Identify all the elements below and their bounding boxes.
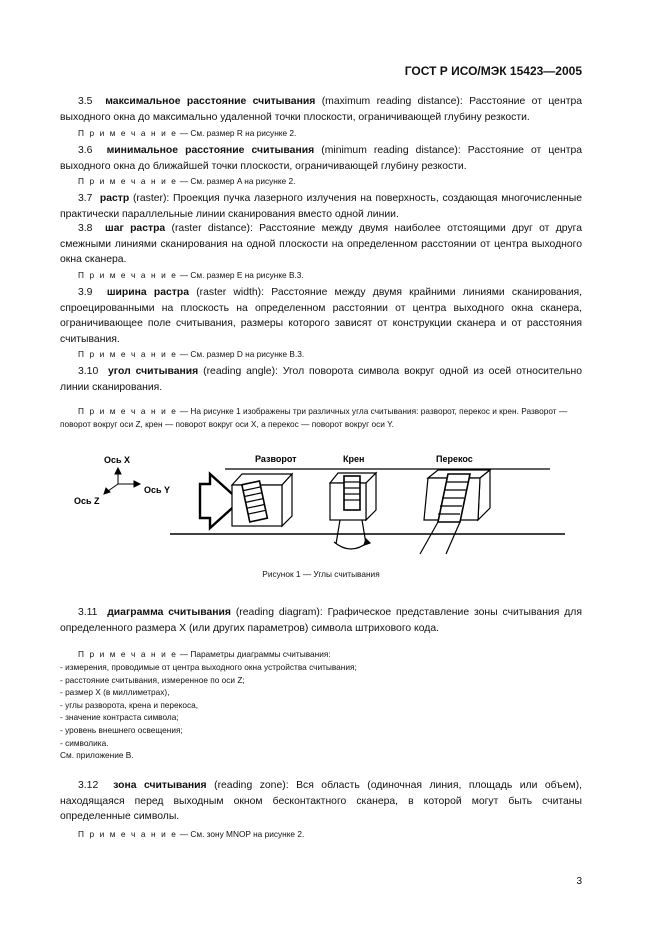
reading-angles-figure [60, 446, 582, 562]
term: максимальное расстояние считывания [105, 96, 316, 107]
label-perekos: Перекос [436, 454, 473, 464]
note-3-8: П р и м е ч а н и е — См. размер E на рисунке B.3. [78, 270, 304, 280]
axes-diagram [104, 468, 140, 494]
list-item: - расстояние считывания, измеренное по оси Z; [60, 674, 245, 685]
note-3-12: П р и м е ч а н и е — См. зону MNOP на рисунке 2. [78, 829, 305, 839]
term: ширина растра [106, 287, 189, 298]
term: угол считывания [108, 366, 199, 377]
definition-3-12: 3.12 зона считывания (reading zone): Вся область (одиночная линия, площадь или объем), находящаяся перед выходным окном бесконтактного сканера, в которой могут быть считаны определенные символы. [60, 780, 583, 822]
perekos-box [420, 470, 490, 554]
note-3-5: П р и м е ч а н и е — См. размер R на рисунке 2. [78, 128, 297, 138]
figure-caption: Рисунок 1 — Углы считывания [262, 569, 380, 579]
term: диаграмма считывания [107, 607, 231, 618]
list-item: - размер X (в миллиметрах), [60, 687, 170, 698]
definition-3-9: 3.9 ширина растра (raster width): Расстояние между двумя крайними линиями сканирования, спроецированными на плоскость на определенном расстоянии от центра выходного окна сканера, ограничивающее поле считывания, размеры которого зависят от конструкции сканера и от расстояния считывания. [60, 287, 583, 345]
note-3-10: П р и м е ч а н и е — На рисунке 1 изображены три различных угла считывания: разворот, перекос и крен. Разворот — поворот вокруг оси Z, крен — поворот вокруг оси X, а перекос — поворот вокруг оси Y. [60, 406, 568, 429]
term: зона считывания [113, 780, 207, 791]
definition-3-5: 3.5 максимальное расстояние считывания (maximum reading distance): Расстояние от центра выходного окна до максимально удаленной точки плоскости, ограничивающей глубину резкости. [60, 96, 583, 123]
list-item: - измерения, проводимые от центра выходного окна устройства считывания; [60, 662, 357, 672]
list-item: - символика. [60, 737, 109, 748]
page-number: 3 [576, 876, 582, 887]
axis-x-label: Ось X [104, 455, 131, 465]
note-3-11: П р и м е ч а н и е — Параметры диаграммы считывания: [78, 649, 331, 659]
list-reference: См. приложение B. [60, 750, 134, 761]
label-razvorot: Разворот [255, 454, 297, 464]
document-header: ГОСТ Р ИСО/МЭК 15423—2005 [404, 64, 582, 78]
note-3-6: П р и м е ч а н и е — См. размер A на рисунке 2. [78, 176, 296, 186]
list-item: - уровень внешнего освещения; [60, 724, 183, 735]
parameter-list [60, 661, 582, 762]
term: минимальное расстояние считывания [106, 145, 315, 156]
definition-3-7: 3.7 растр (raster): Проекция пучка лазерного излучения на поверхность, создающая многочисленные практически параллельные линии сканирования вместо одной линии. [60, 193, 583, 220]
label-kren: Крен [343, 454, 365, 464]
axis-z-label: Ось Z [74, 496, 100, 506]
definition-3-8: 3.8 шаг растра (raster distance): Расстояние между двумя наиболее отстоящими друг от друга смежными линиями сканирования на одной плоскости на определенном расстоянии от центра выходного окна сканера. [60, 223, 582, 265]
kren-box [330, 473, 376, 549]
list-item: - значение контраста символа; [60, 712, 179, 723]
definition-3-6: 3.6 минимальное расстояние считывания (minimum reading distance): Расстояние от центра выходного окна до ближайшей точки плоскости, ограничивающей глубину резкости. [60, 145, 583, 172]
razvorot-box [232, 474, 292, 526]
term: растр [99, 193, 130, 204]
definition-3-11: 3.11 диаграмма считывания (reading diagram): Графическое представление зоны считывания для определенного размера X (или других параметров) символа штрихового кода. [60, 607, 582, 634]
note-3-9: П р и м е ч а н и е — См. размер D на рисунке B.3. [78, 349, 305, 359]
list-item: - углы разворота, крена и перекоса, [60, 699, 199, 710]
axis-y-label: Ось Y [144, 485, 171, 495]
term: шаг растра [105, 223, 166, 234]
definition-3-10: 3.10 угол считывания (reading angle): Угол поворота символа вокруг одной из осей относительно линии сканирования. [60, 366, 583, 393]
